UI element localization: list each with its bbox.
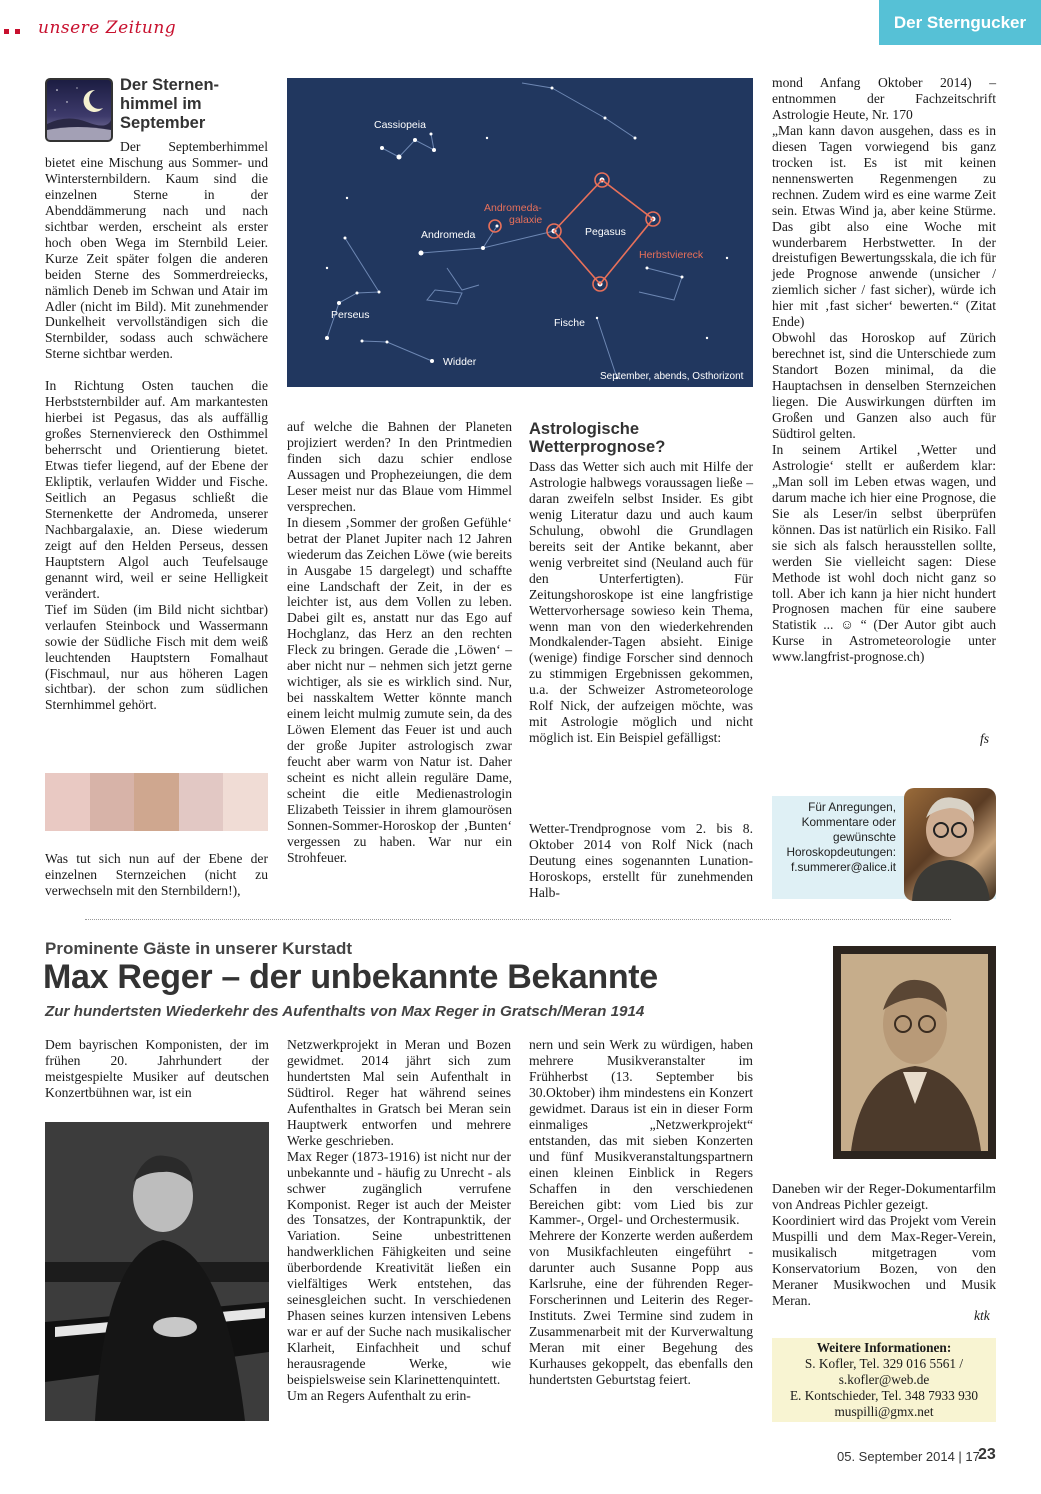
reger-column-1 (45, 1037, 269, 1101)
author-portrait-photo (904, 788, 996, 901)
max-reger-portrait-photo (833, 946, 996, 1159)
contact-text: Für Anregungen, Kommentare oder gewünschte Horoskopdeutungen: f.summerer@alice.it (786, 800, 896, 874)
label-perseus: Perseus (331, 309, 370, 321)
brand-square (15, 29, 20, 34)
paragraph: Tief im Süden (im Bild nicht sichtbar) verlaufen Steinbock und Wassermann sowie der Südliche Fisch mit dem weiß leuchtenden Hauptstern Fomalhaut (Fischmaul, nur aus höheren Lagen sichtbar). der schon zum südlichen Sternhimmel gehört. (45, 601, 268, 713)
paragraph: Dem bayrischen Komponisten, der im frühen 20. Jahrhundert der meistgespielte Musiker auf deutschen Konzertbühnen war, ist ein (45, 1037, 269, 1100)
reger-title: Max Reger – der unbekannte Bekannte (43, 958, 658, 996)
reger-subtitle: Zur hundertsten Wiederkehr des Aufenthalts von Max Reger in Gratsch/Meran 1914 (45, 1003, 645, 1020)
label-pegasus: Pegasus (585, 226, 626, 238)
article-separator (85, 919, 951, 920)
zodiac-strip-image (45, 773, 268, 831)
paragraph: Was tut sich nun auf der Ebene der einzelnen Sternzeichen (nicht zu verwechseln mit den Sternbildern!), (45, 851, 268, 898)
info-line: E. Kontschieder, Tel. 348 7933 930 (789, 1388, 979, 1403)
info-title: Weitere Informationen: (816, 1340, 952, 1355)
info-box (772, 1338, 996, 1422)
reger-column-4: Daneben wir der Reger-Dokumentarfilm von Andreas Pichler gezeigt. Koordiniert wird das Projekt vom Verein Muspilli und dem Max-Reger-Verein, musikalisch mitgetragen vom Konservatorium Bozen, von den Meraner Musikwochen und Musik Meran. (772, 1181, 996, 1308)
paragraph: Der Septemberhimmel bietet eine Mischung aus Sommer- und Wintersternbildern. Kaum sind die einzelnen Sterne in der Abenddämmerung nach und nach sichtbar werden, erscheint als erster hoch oben Wega im Sternbild Leier. Kurze Zeit später folgen die anderen beiden Sterne des Sommerdreiecks, nämlich Deneb im Schwan und Atair im Adler (nicht im Bild). Mit zunehmender Dunkelheit vervollständigen sich die Sternbilder, sodass auch schwächere Sterne sichtbar werden. (45, 139, 268, 362)
astro-weather-headline: Astrologische Wetterprognose? (529, 420, 666, 456)
max-reger-piano-photo (45, 1122, 269, 1421)
author-signature: fs (980, 731, 990, 746)
label-fische: Fische (554, 317, 585, 329)
stars-headline (120, 76, 270, 133)
label-andromeda: Andromeda (421, 229, 476, 241)
stars-column-3 (529, 459, 753, 746)
stars-column-1-end (45, 851, 268, 899)
forecast-intro (529, 821, 753, 901)
reger-column-2: Netzwerkprojekt in Meran und Bozen gewidmet. 2014 jährt sich zum hundertsten Mal sein Aufenthalt in Südtirol. Reger hat während seines Aufenthaltes in Gratsch bei Meran sein Hauptwerk entworfen und mehrere Werke geschrieben. Max Reger (1873-1916) ist nicht nur der unbekannte und - häufig zu Unrecht - als schwer zugänglich verrufene Komponist. Reger ist auch der Meister des Tonsatzes, der Kontrapunktik, der Variation. Seine unbestrittenen handwerklichen Fähigkeiten und seine überbordende Kreativität ließen ein vielfältiges Werk entstehen, das seinesgleichen sucht. In verschiedenen Phasen seines kurzen intensiven Lebens war er auf der Suche nach musikalischer Klarheit, Einfachheit und schuf herausragende Werke, wie beispielsweise sein Klarinettenquintett. Um an Regers Aufenthalt zu erin- (287, 1037, 511, 1403)
label-herbstviereck: Herbstviereck (639, 249, 704, 261)
label-cassiopeia: Cassiopeia (374, 119, 426, 131)
info-email-link[interactable]: s.kofler@web.de (838, 1372, 930, 1387)
moon-night-icon (45, 78, 113, 142)
footer-date: 05. September 2014 | 17 (837, 1449, 980, 1464)
paragraph: Wetter-Trendprognose vom 2. bis 8. Oktober 2014 von Rolf Nick (nach Deutung eines sogenannten Lunation-Horoskops, erstellt für zunehmenden Halb- (529, 821, 753, 900)
paragraph: In Richtung Osten tauchen die Herbststernbilder auf. Am markantesten hierbei ist Pegasus, das als auffällig großes Sternenviereck den Osthimmel beherrscht und Orientierung bietet. Etwas tiefer liegend, auf der Ebene der Ekliptik, verlaufen Widder und Fische. Seitlich an Pegasus schließt die Sternenkette der Andromeda, unserer Nachbargalaxie, an. Diese wiederum zeigt auf den Helden Perseus, dessen Hauptstern Algol auch Teufelsauge genannt wird, weil er seine Helligkeit verändert. (45, 378, 268, 601)
stars-column-1 (45, 139, 268, 713)
newspaper-logo: unsere Zeitung (38, 18, 177, 38)
brand-square (4, 29, 9, 34)
label-andromeda-galaxy: Andromeda-galaxie (484, 202, 543, 226)
map-caption: September, abends, Osthorizont (600, 371, 744, 382)
author-signature: ktk (974, 1308, 990, 1323)
label-widder: Widder (443, 356, 477, 368)
page-number: 23 (978, 1446, 996, 1463)
section-tab: Der Sterngucker (879, 0, 1041, 45)
reger-kicker: Prominente Gäste in unserer Kurstadt (45, 939, 353, 958)
stars-column-4: mond Anfang Oktober 2014) – entnommen der Fachzeitschrift Astrologie Heute, Nr. 170 „Man kann davon ausgehen, dass es in diesen Tagen vorwiegend bis ganz trocken ist. Es ist mit keinen nennenswerten Regenmengen zu rechnen. Zudem wird es eine warme Zeit sein. Etwas Wind ja, aber keine Stürme. Das gibt also eine Woche mit wunderbarem Herbstwetter. In der dreistufigen Bewertungsskala, die ich für jede Prognose anwende (unsicher / ziemlich sicher / fast sicher), würde ich hier mit ‚fast sicher‘ bewerten.“ (Zitat Ende) Obwohl das Horoskop auf Zürich berechnet ist, sind die Unterschiede zum Standort Bozen minimal, da die Hauptachsen in denselben Sternzeichen liegen. Die Auswirkungen dürften im Großen und Ganzen also auch für Südtirol gelten. In seinem Artikel ‚Wetter und Astrologie‘ stellt er außerdem klar: „Man soll im Leben etwas wagen, und darum mache ich hier eine Prognose, die Sie als Leser/in selbst überprüfen können. Das ist natürlich ein Risiko. Fall sie sich als falsch herausstellen sollte, werden Sie vielleicht sagen: Diese Methode ist wohl doch nicht ganz so toll. Aber ich kann ja hier nicht hundert Prognosen machen für eine saubere Statistik ... ☺ “ (Der Autor gibt auch Kurse in Astrometeorologie unter www.langfrist-prognose.ch) (772, 75, 996, 665)
info-line: S. Kofler, Tel. 329 016 5561 / (804, 1356, 964, 1371)
star-map-image (287, 78, 753, 387)
stars-headline-text: Der Sternen- himmel im September (120, 76, 220, 132)
info-email-link[interactable]: muspilli@gmx.net (834, 1404, 934, 1419)
stars-column-2: auf welche die Bahnen der Planeten projiziert werden? In den Printmedien finden sich dazu schier endlose Aussagen und Prophezeiungen, die dem Leser meist nur das Blaue vom Himmel versprechen. In diesem ‚Sommer der großen Gefühle‘ betrat der Planet Jupiter nach 12 Jahren wiederum das Zeichen Löwe (wie bereits in Ausgabe 15 dargelegt) und schaffte eine Landschaft der Zeit, in der es leichter ist, aus dem Vollen zu leben. Dabei gilt es, anstatt nur das Ego auf Hochglanz, das Herz an den rechten Fleck zu bringen. Gerade die ‚Löwen‘ – aber nicht nur – nehmen sich jetzt gerne wichtiger, als sie es wirklich sind. Nur, bei nasskaltem Wetter könnte manch einem leicht mulmig zumute sein, da des Löwen Element das Feuer ist und auch der große Jupiter astrologisch zwar feucht aber warm von Natur ist. Daher scheint es nicht allein reguläre Dame, scheint die eitle Medienastrologin Elizabeth Teissier in ihrem glamourösen Sonnen-Sommer-Horoskop der ‚Bunten‘ vergessen zu haben. War nur ein Strohfeuer. (287, 419, 512, 865)
paragraph: Dass das Wetter sich auch mit Hilfe der Astrologie halbwegs voraussagen ließe – daran zweifeln selbst Insider. Es gibt wenig Literatur dazu und auch kaum Schulung, obwohl die Grundlagen bereits seit der Antike bekannt, aber wenig verbreitet sind (Neuland auch für den Unterfertigten). Für Zeitungshoroskope ist eine langfristige Wettervorhersage sowieso kein Thema, wenn man von den wiederkehrenden Mondkalender-Tagen absieht. Einige (wenige) findige Forscher sind dennoch zu stimmigen Ergebnissen gekommen, u.a. der Schweizer Astrometeorologe Rolf Nick, der aufzeigen möchte, was mit Astrologie möglich und nicht möglich ist. Ein Beispiel gefälligst: (529, 459, 753, 746)
reger-column-3: nern und sein Werk zu würdigen, haben mehrere Musikveranstalter im Frühherbst (13. September bis 30.Oktober) ihm mindestens ein Konzert gewidmet. Daraus ist ein in dieser Form einmaliges „Netzwerkprojekt“ entstanden, das mit sieben Konzerten und fünf Musikveranstaltungspartnern einen kleinen Einblick in Regers Schaffen in den verschiedenen Bereichen gibt: vom Lied bis zur Kammer-, Orgel- und Orchestermusik. Mehrere der Konzerte werden außerdem von Musikfachleuten eingeführt - darunter auch Susanne Popp aus Karlsruhe, eine der führenden Reger-Forscherinnen und Leiterin des Reger-Instituts. Zwei Termine sind zudem in Zusammenarbeit mit der Kurverwaltung Meran mit einer Begehung des Kurhauses gekoppelt, das ebenfalls den hundertsten Geburtstag feiert. (529, 1037, 753, 1388)
